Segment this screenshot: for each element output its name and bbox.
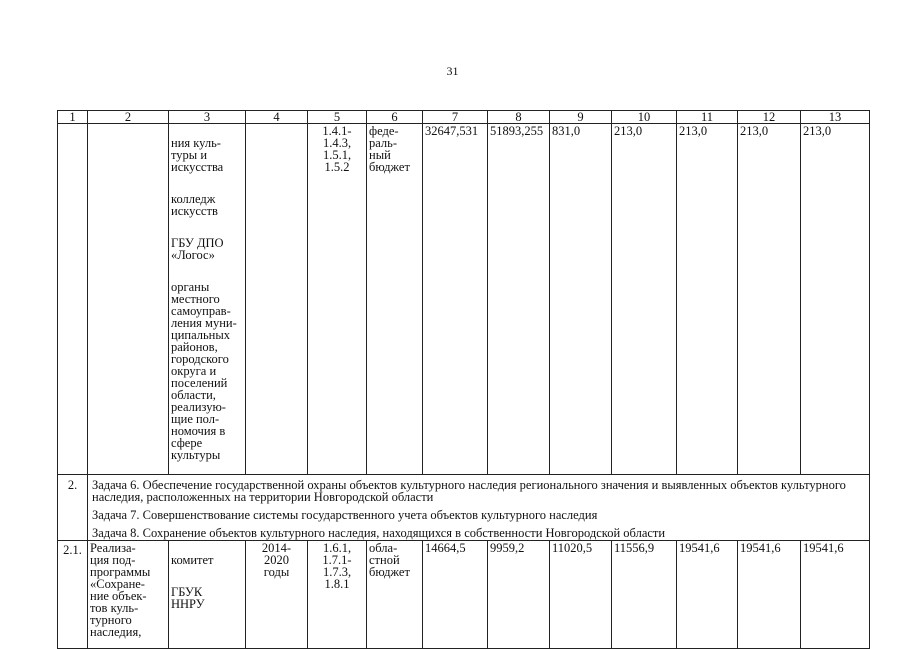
executor-text: органы местного самоуправ- ления муни- ципальных районов, городского округа и поселений области, реализую- щие пол- номочия в сфере культуры <box>171 280 237 462</box>
executor-text: комитет <box>171 553 214 567</box>
cell-value: 51893,255 <box>488 124 550 475</box>
cell-value: 19541,6 <box>738 541 801 649</box>
cell-value: 11556,9 <box>612 541 677 649</box>
task-text: Задача 6. Обеспечение государственной охраны объектов культурного наследия регионального значения и выявленных объектов культурного наследия, расположенных на территории Новгородской области <box>92 478 846 504</box>
cell-value: 213,0 <box>612 124 677 475</box>
header-cell: 3 <box>169 111 246 124</box>
table-header-row <box>58 111 870 124</box>
cell-value: 831,0 <box>550 124 612 475</box>
cell-period: 2014- 2020 годы <box>246 541 308 649</box>
cell-funding-source: обла- стной бюджет <box>367 541 423 649</box>
executor-text: колледж искусств <box>171 192 218 218</box>
header-cell: 10 <box>612 111 677 124</box>
header-cell: 13 <box>801 111 870 124</box>
cell-value: 19541,6 <box>677 541 738 649</box>
header-cell: 5 <box>308 111 367 124</box>
cell-value: 213,0 <box>738 124 801 475</box>
header-cell: 2 <box>88 111 169 124</box>
header-cell: 12 <box>738 111 801 124</box>
header-cell: 11 <box>677 111 738 124</box>
task-text: Задача 8. Сохранение объектов культурного наследия, находящихся в собственности Новгородской области <box>92 526 666 540</box>
task-text: Задача 7. Совершенствование системы государственного учета объектов культурного наследия <box>92 508 598 522</box>
executor-text: ния куль- туры и искусства <box>171 136 224 174</box>
cell-value: 32647,531 <box>423 124 488 475</box>
cell-value: 213,0 <box>801 124 870 475</box>
header-cell: 4 <box>246 111 308 124</box>
cell-funding-source: феде- раль- ный бюджет <box>367 124 423 475</box>
header-cell: 9 <box>550 111 612 124</box>
header-cell: 1 <box>58 111 88 124</box>
cell-value: 9959,2 <box>488 541 550 649</box>
table-row <box>58 124 870 475</box>
cell-value: 19541,6 <box>801 541 870 649</box>
cell-row-number: 2. <box>58 475 88 541</box>
program-table <box>57 110 870 649</box>
cell-indicators: 1.6.1, 1.7.1- 1.7.3, 1.8.1 <box>308 541 367 649</box>
table-row <box>58 475 870 541</box>
cell-value: 213,0 <box>677 124 738 475</box>
cell-tasks <box>88 475 870 541</box>
cell-executors <box>169 541 246 649</box>
cell-value: 11020,5 <box>550 541 612 649</box>
header-cell: 8 <box>488 111 550 124</box>
cell-empty <box>246 124 308 475</box>
cell-row-number: 2.1. <box>58 541 88 649</box>
cell-activity: Реализа- ция под- программы «Сохране- ние объек- тов куль- турного наследия, <box>88 541 169 649</box>
cell-empty <box>88 124 169 475</box>
executor-text: ГБУК ННРУ <box>171 585 205 611</box>
cell-empty <box>58 124 88 475</box>
cell-value: 14664,5 <box>423 541 488 649</box>
page-number: 31 <box>446 64 459 78</box>
cell-executors <box>169 124 246 475</box>
cell-indicators: 1.4.1- 1.4.3, 1.5.1, 1.5.2 <box>308 124 367 475</box>
executor-text: ГБУ ДПО «Логос» <box>171 236 224 262</box>
table-row <box>58 541 870 649</box>
header-cell: 7 <box>423 111 488 124</box>
header-cell: 6 <box>367 111 423 124</box>
